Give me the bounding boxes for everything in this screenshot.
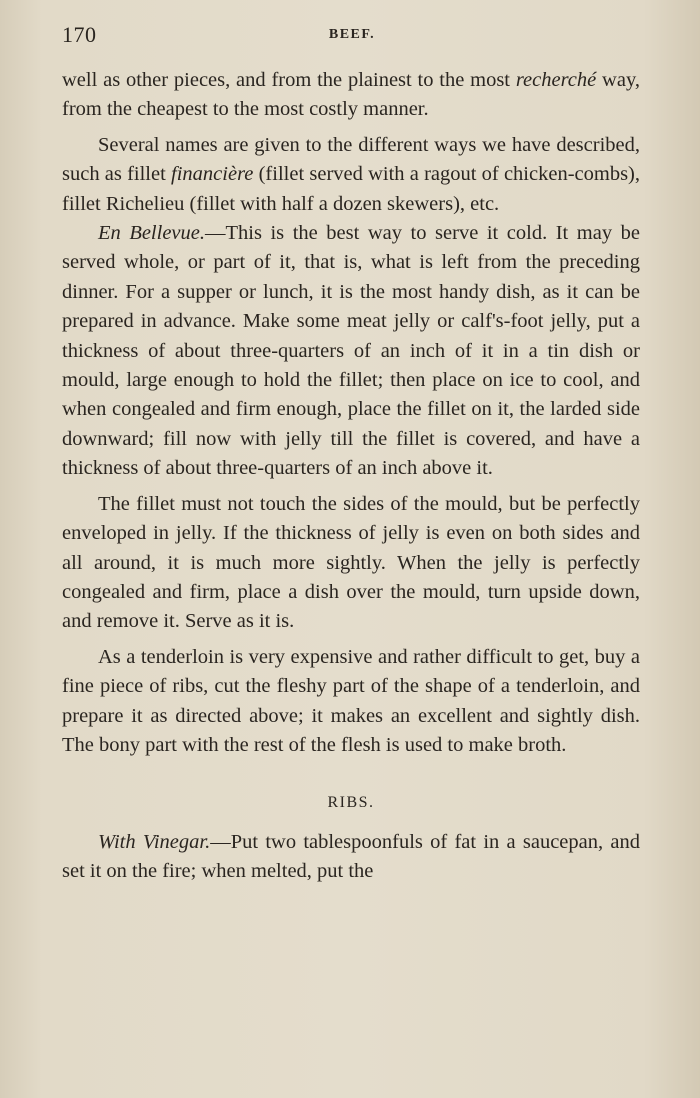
recipe-title: En Bellevue. xyxy=(98,222,205,245)
paragraph-with-vinegar xyxy=(62,828,640,887)
paragraph-names xyxy=(62,131,640,219)
body-text xyxy=(62,66,640,887)
italic-term: financière xyxy=(171,163,254,186)
section-heading: RIBS. xyxy=(327,794,375,812)
paragraph-continued xyxy=(62,66,640,125)
recipe-title: With Vinegar. xyxy=(98,830,211,853)
paragraph-text: —Put two tablespoonfuls of fat in a saucepan, and set it on the fire; when melted, put the xyxy=(62,830,640,883)
paragraph-en-bellevue xyxy=(62,219,640,484)
paragraph-text: well as other pieces, and from the plainest to the most xyxy=(62,69,516,91)
paragraph-text: Several names are given to the different ways we have described, such as fillet xyxy=(62,133,640,186)
paragraph-mould: The fillet must not touch the sides of the mould, but be perfectly enveloped in jelly. If the thickness of jelly is even on both sides and all around, it is much more sightly. When the jelly is perfectly congealed and firm, place a dish over the mould, turn upside down, and remove it. Serve as it is. xyxy=(62,492,640,633)
paragraph-text: (fillet served with a ragout of chicken-combs), fillet Richelieu (fillet with half a dozen skewers), etc. xyxy=(62,163,640,215)
paragraph-tenderloin: As a tenderloin is very expensive and rather difficult to get, buy a fine piece of ribs, cut the fleshy part of the shape of a tenderloin, and prepare it as directed above; it makes an excellent and sightly dish. The bony part with the rest of the flesh is used to make broth. xyxy=(62,645,640,756)
page-header xyxy=(62,22,642,52)
paragraph-text: —This is the best way to serve it cold. It may be served whole, or part of it, that is, what is left from the preceding dinner. For a supper or lunch, it is the most handy dish, as it can be prepared in advance. Make some meat jelly or calf's-foot jelly, put a thickness of about three-quarters of an inch of it in a tin dish or mould, large enough to hold the fillet; then place on ice to cool, and when congealed and firm enough, place the fillet on it, the larded side downward; fill now with jelly till the fillet is covered, and have a thickness of about three-quarters of an inch above it. xyxy=(62,222,640,480)
paragraph-text: way, from the cheapest to the most costly manner. xyxy=(62,69,641,121)
running-head: BEEF. xyxy=(328,27,376,42)
italic-term: recherché xyxy=(515,69,597,91)
page-number: 170 xyxy=(62,22,97,47)
